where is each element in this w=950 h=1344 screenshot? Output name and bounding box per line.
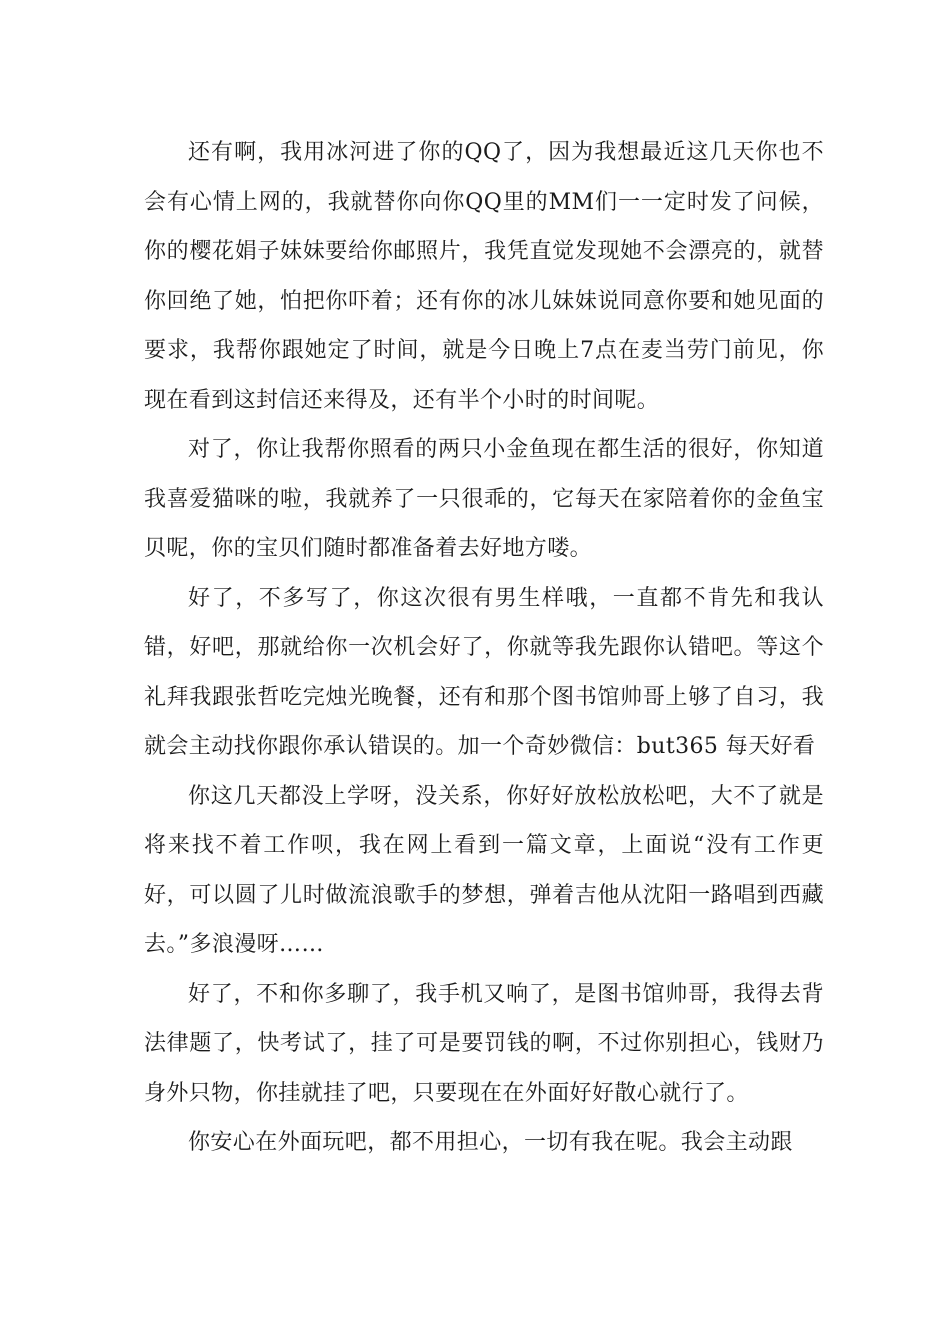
paragraph-1: 还有啊，我用冰河进了你的QQ了，因为我想最近这几天你也不会有心情上网的，我就替你向你QQ里的MM们一一定时发了问候，你的樱花娟子妹妹要给你邮照片，我凭直觉发现她不会漂亮的，就替你回绝了她，怕把你吓着；还有你的冰儿妹妹说同意你要和她见面的要求，我帮你跟她定了时间，就是今日晚上7点在麦当劳门前见，你现在看到这封信还来得及，还有半个小时的时间呢。 [144, 140, 824, 413]
paragraph-3: 好了，不多写了，你这次很有男生样哦，一直都不肯先和我认错，好吧，那就给你一次机会好了，你就等我先跟你认错吧。等这个礼拜我跟张哲吃完烛光晚餐，还有和那个图书馆帅哥上够了自习，我就会主动找你跟你承认错误的。加一个奇妙微信：but365 每天好看 [144, 585, 824, 759]
paragraph-6: 你安心在外面玩吧，都不用担心，一切有我在呢。我会主动跟 [188, 1130, 793, 1155]
paragraph-2: 对了，你让我帮你照看的两只小金鱼现在都生活的很好，你知道我喜爱猫咪的啦，我就养了一只很乖的，它每天在家陪着你的金鱼宝贝呢，你的宝贝们随时都准备着去好地方喽。 [144, 437, 824, 561]
letter-body [144, 128, 824, 1168]
paragraph-4: 你这几天都没上学呀，没关系，你好好放松放松吧，大不了就是将来找不着工作呗，我在网上看到一篇文章，上面说“没有工作更好，可以圆了儿时做流浪歌手的梦想，弹着吉他从沈阳一路唱到西藏去。”多浪漫呀…… [144, 783, 824, 957]
paragraph-5: 好了，不和你多聊了，我手机又响了，是图书馆帅哥，我得去背法律题了，快考试了，挂了可是要罚钱的啊，不过你别担心，钱财乃身外只物，你挂就挂了吧，只要现在在外面好好散心就行了。 [144, 981, 824, 1106]
